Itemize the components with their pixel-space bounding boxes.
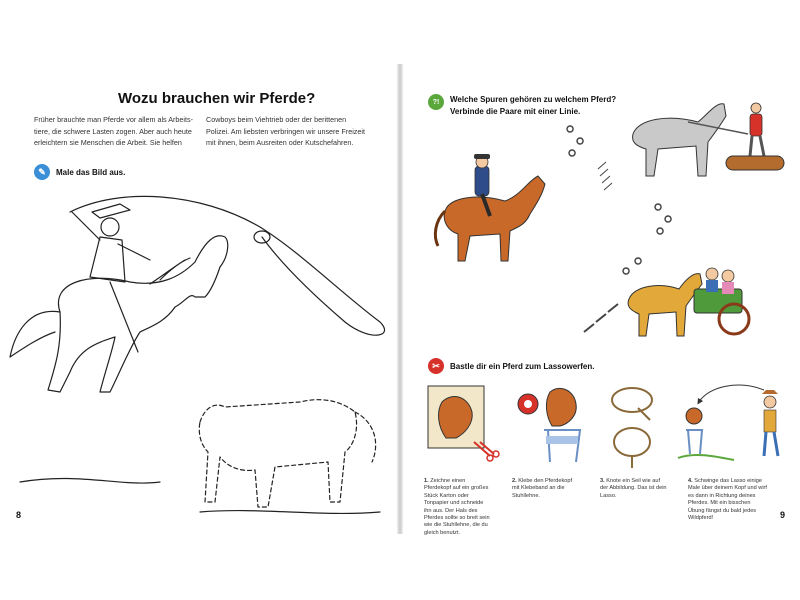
intro-text-col2: Cowboys beim Viehtrieb oder der berittenen Polizei. Am liebsten verbringen wir unsere Freizeit mit ihnen, beim Ausreiten oder Kutschefahren. [206,115,365,147]
step4-throwing-illustration [684,380,794,470]
puzzle-instruction [428,94,616,118]
coloring-instruction [34,164,125,180]
step-1-number: 1. [424,478,429,484]
cowboy-raised-arm [72,212,100,240]
calf-dotted-outline [199,400,356,507]
craft-instruction [428,358,594,374]
calf-tail [355,412,376,462]
left-page [0,64,398,534]
step-3 [600,478,668,500]
lasso-rope [70,196,385,335]
step-3-number: 3. [600,478,605,484]
right-page [402,64,800,534]
step-2-number: 2. [512,478,517,484]
page-title: Wozu brauchen wir Pferde? [118,90,316,107]
coloring-illustration [0,182,398,522]
step2-illustration [514,382,594,472]
puzzle-badge-icon: ?! [428,94,444,110]
book-gutter [397,64,403,534]
step-4-text: Schwinge das Lasso einige Male über deinem Kopf und wirf es dann in Richtung deines Pferdes. Mit ein bisschen Übung fängst du bald jedes Wildpferd! [688,478,767,522]
page-number-right: 9 [780,510,786,520]
step-4-number: 4. [688,478,693,484]
coloring-instruction-text: Male das Bild aus. [56,167,126,177]
step1-illustration [424,382,504,472]
horse-outline [48,236,228,392]
riding-horse-illustration [430,156,550,266]
step-1 [424,478,492,537]
cowboy-body [90,237,125,282]
craft-instruction-text: Bastle dir ein Pferd zum Lassowerfen. [450,361,595,371]
step-2 [512,478,580,500]
pencil-icon: ✎ [34,164,50,180]
step3-lasso-illustration [602,380,682,470]
hoofprint-tracks [558,124,678,354]
intro-text-col1: Früher brauchte man Pferde vor allem als Arbeitstiere, die schwere Lasten zogen. Aber auch heute erleichtern sie Menschen die Arbeit. Sie helfen [34,115,194,147]
ground-lines [20,478,380,513]
puzzle-line-2: Verbinde die Paare mit einer Linie. [450,107,581,116]
step-3-text: Knote ein Seil wie auf der Abbildung. Das ist dein Lasso. [600,478,667,499]
scissors-icon: ✂ [428,358,444,374]
cowboy-hat [92,204,130,218]
step-2-text: Klebe den Pferdekopf mit Klebeband an die Stuhllehne. [512,478,573,499]
step-1-text: Zeichne einen Pferdekopf auf ein großes Stück Karton oder Tonpapier und schneide ihn aus. Der Hals des Pferdes sollte so breit sein wie die Stuhllehne, die du gleich benutzt. [424,478,490,536]
step-4 [688,478,768,522]
page-number-left: 8 [16,510,22,520]
puzzle-line-1: Welche Spuren gehören zu welchem Pferd? [450,95,617,104]
cowboy-head [101,218,119,236]
horse-tail [10,311,60,357]
